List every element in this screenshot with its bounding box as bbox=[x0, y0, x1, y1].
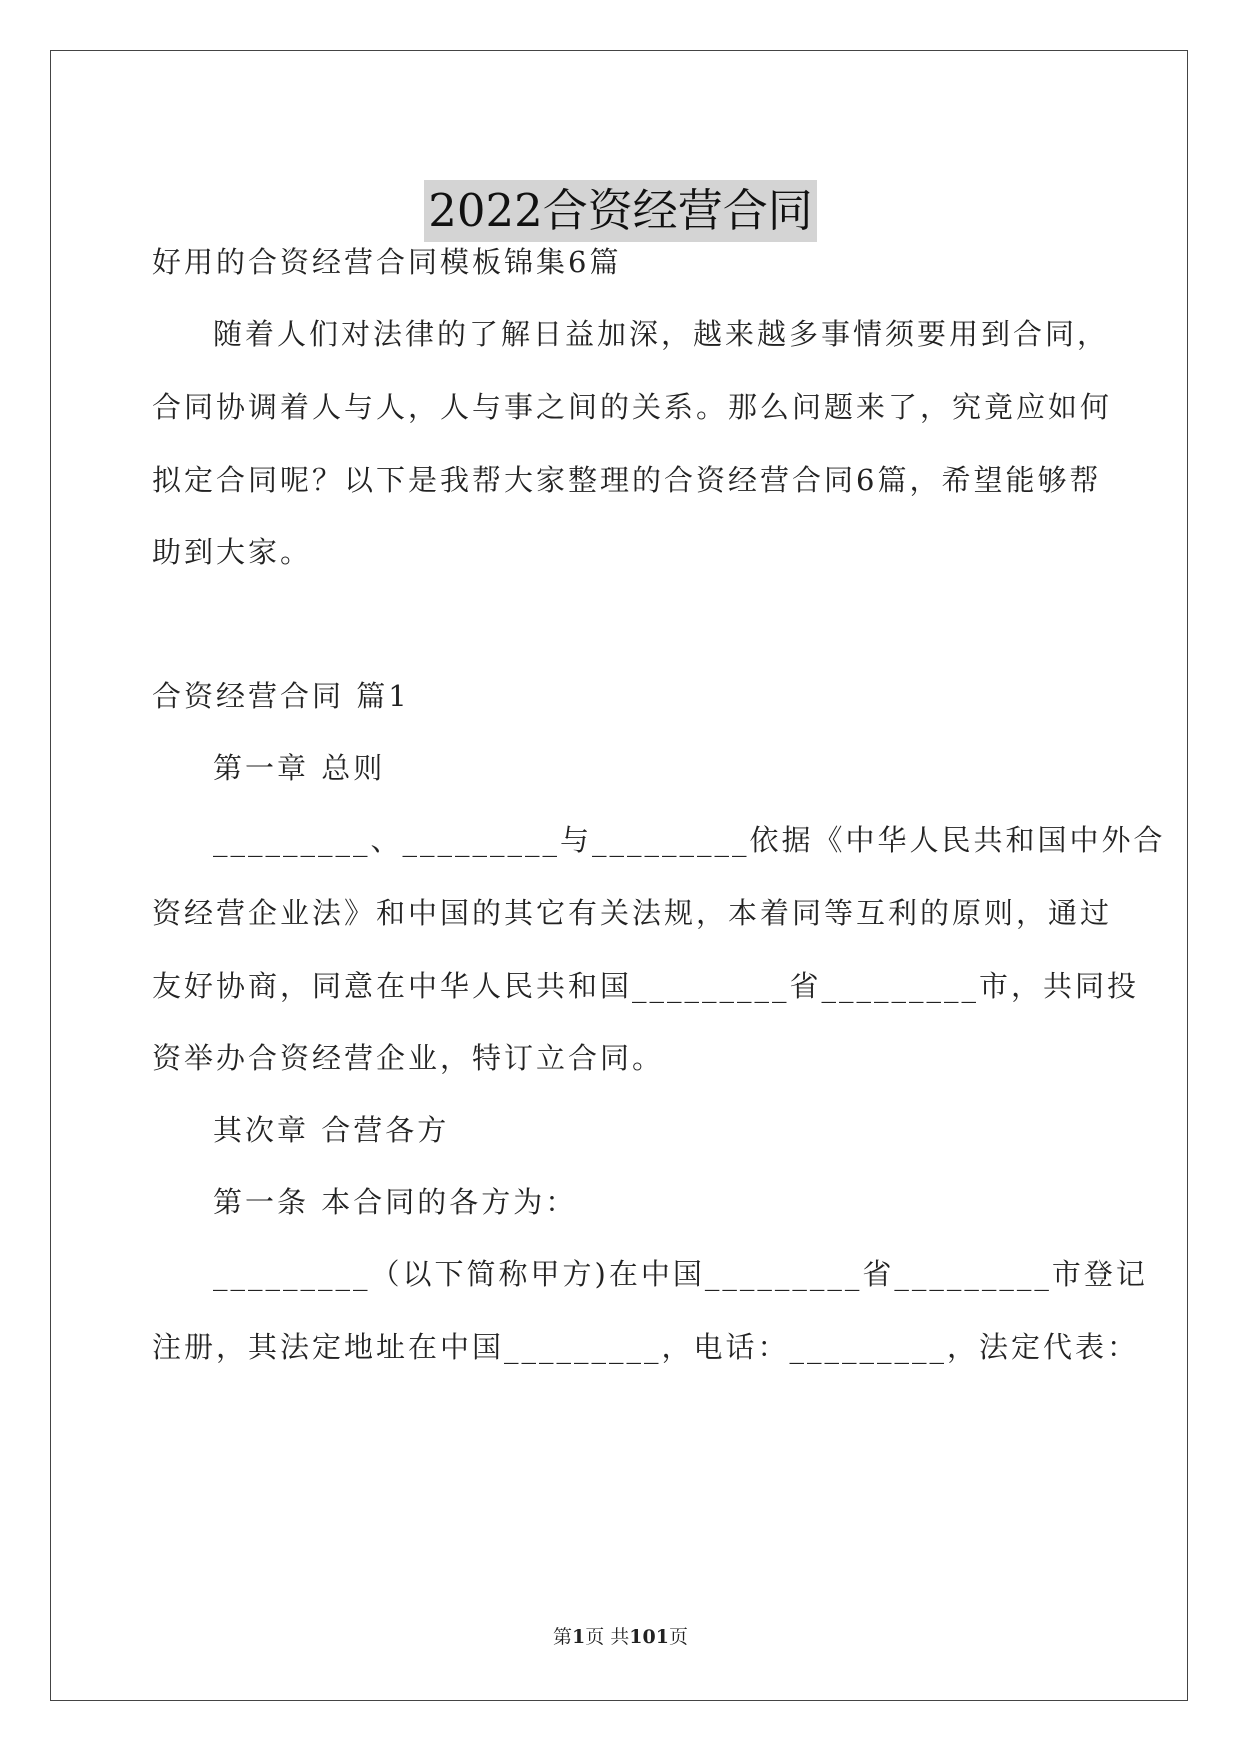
footer-page-total: 101 bbox=[629, 1626, 669, 1648]
page-border bbox=[50, 50, 1188, 1701]
intro-line-1: 随着人们对法律的了解日益加深，越来越多事情须要用到合同， bbox=[213, 317, 1110, 351]
footer-page-prefix: 第 bbox=[553, 1626, 573, 1648]
article1-line-1: _________（以下简称甲方)在中国_________省_________市登记 bbox=[213, 1257, 1148, 1291]
intro-line-4: 助到大家。 bbox=[152, 535, 313, 569]
footer-page-suffix: 页 bbox=[668, 1626, 688, 1648]
chapter1-line-1: _________、_________与_________依据《中华人民共和国中外合 bbox=[213, 823, 1166, 857]
chapter1-line-4: 资举办合资经营企业，特订立合同。 bbox=[152, 1041, 665, 1075]
section-heading: 合资经营合同 篇1 bbox=[152, 679, 410, 713]
chapter1-heading: 第一章 总则 bbox=[213, 751, 386, 785]
article1-heading: 第一条 本合同的各方为： bbox=[213, 1185, 578, 1219]
chapter1-line-3: 友好协商，同意在中华人民共和国_________省_________市，共同投 bbox=[152, 969, 1140, 1003]
document-title: 2022合资经营合同 bbox=[424, 180, 817, 242]
footer-page-mid: 页 共 bbox=[585, 1626, 630, 1648]
page-footer bbox=[0, 1622, 1241, 1649]
chapter2-heading: 其次章 合营各方 bbox=[213, 1113, 450, 1147]
intro-line-3: 拟定合同呢？以下是我帮大家整理的合资经营合同6篇，希望能够帮 bbox=[152, 463, 1102, 497]
article1-line-2: 注册，其法定地址在中国_________，电话：_________，法定代表： bbox=[152, 1330, 1140, 1364]
chapter1-line-2: 资经营企业法》和中国的其它有关法规，本着同等互利的原则，通过 bbox=[152, 896, 1113, 930]
document-subtitle: 好用的合资经营合同模板锦集6篇 bbox=[152, 245, 622, 279]
footer-page-current: 1 bbox=[572, 1626, 586, 1648]
intro-line-2: 合同协调着人与人，人与事之间的关系。那么问题来了，究竟应如何 bbox=[152, 390, 1113, 424]
